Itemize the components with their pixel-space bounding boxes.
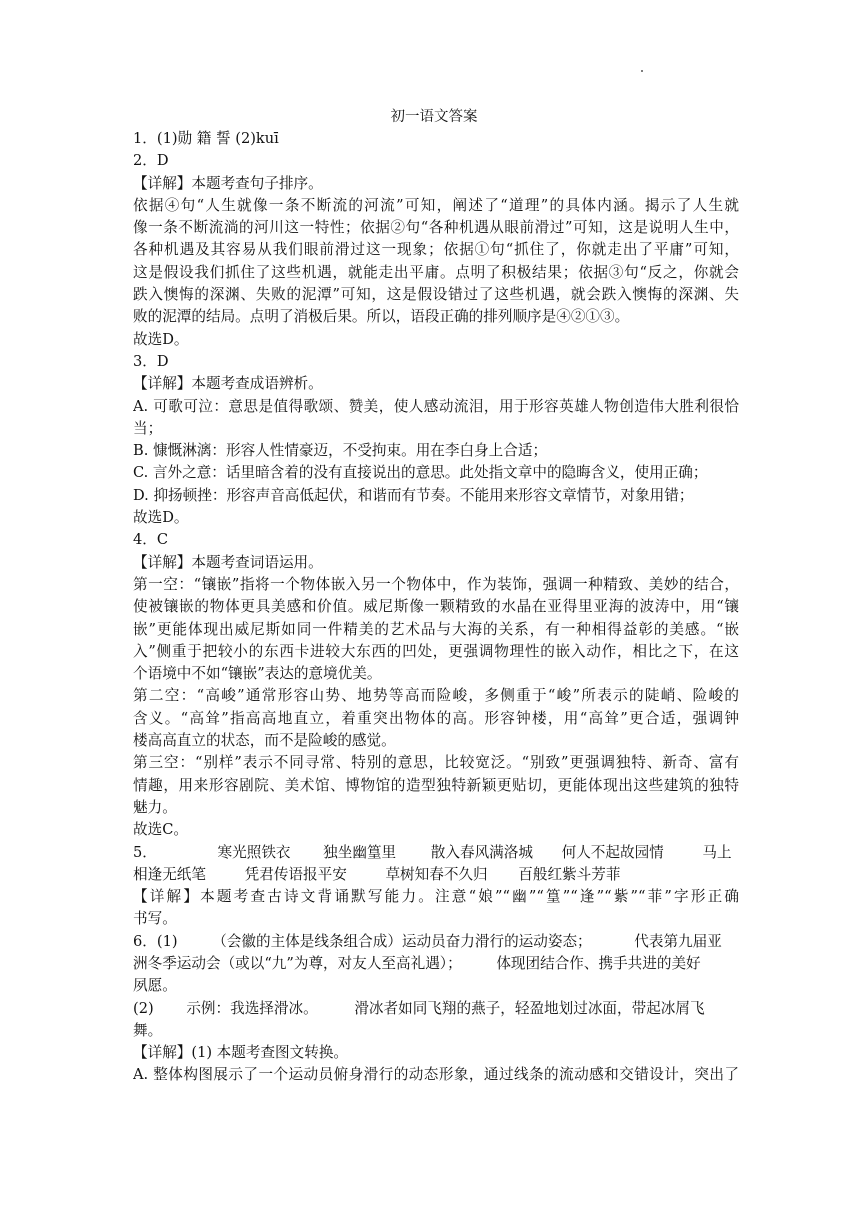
text-line: 情趣，用来形容剧院、美术馆、博物馆的造型独特新颖更贴切，更能体现出这些建筑的独特 xyxy=(133,776,739,794)
text-line: B. 慷慨淋漓：形容人性情豪迈，不受拘束。用在李白身上合适； xyxy=(133,442,548,460)
q5-answer: 百般红紫斗芳菲 xyxy=(518,865,621,883)
q6-answer-part: 示例：我选择滑冰。 xyxy=(186,999,318,1017)
text-line: 依据④句“人生就像一条不断流的河流”可知，阐述了“道理”的具体内涵。揭示了人生就 xyxy=(133,196,739,214)
q6-number: 6．(1) xyxy=(133,932,178,950)
scan-dot xyxy=(641,70,643,72)
text-line: 败的泥潭的结局。点明了消极后果。所以，语段正确的排列顺序是④②①③。 xyxy=(133,308,630,326)
q5-answer: 独坐幽篁里 xyxy=(323,843,397,861)
text-line: 入”侧重于把较小的东西卡进较大东西的凹处，更强调物理性的嵌入动作，相比之下，在这 xyxy=(133,642,739,660)
text-line: 像一条不断流淌的河川这一特性；依据②句“各种机遇从眼前滑过”可知，这是说明人生中， xyxy=(133,219,739,237)
text-line: 使被镶嵌的物体更具美感和价值。威尼斯像一颗精致的水晶在亚得里亚海的波涛中，用“镶 xyxy=(133,598,739,616)
text-line: 夙愿。 xyxy=(133,977,177,995)
text-line: 1．(1)勋 籍 誓 (2)kuī xyxy=(133,130,279,147)
text-line: C. 言外之意：话里暗含着的没有直接说出的意思。此处指文章中的隐晦含义，使用正确； xyxy=(133,464,708,482)
q5-answer: 相逢无纸笔 xyxy=(133,865,206,883)
text-line: 【详解】本题考查词语运用。 xyxy=(133,553,323,571)
text-line: 2．D xyxy=(133,152,169,170)
text-line: 【详解】本题考查成语辨析。 xyxy=(133,375,323,393)
text-line: 故选D。 xyxy=(133,330,189,348)
q6-answer-part: 滑冰者如同飞翔的燕子，轻盈地划过冰面，带起冰屑飞 xyxy=(354,999,705,1017)
q5-answer-line-2 xyxy=(133,864,739,886)
text-line: 书写。 xyxy=(133,910,177,928)
text-line: 跌入懊悔的深渊、失败的泥潭”可知，这是假设错过了这些机遇，就会跌入懊悔的深渊、失 xyxy=(133,286,739,304)
answer-content xyxy=(133,128,739,1087)
text-line: 个语境中不如“镶嵌”表达的意境优美。 xyxy=(133,665,382,683)
text-line: 【详解】(1) 本题考查图文转换。 xyxy=(133,1044,349,1062)
q5-answer: 马上 xyxy=(702,843,732,861)
text-line: 各种机遇及其容易从我们眼前滑过这一现象；依据①句“抓住了，你就走出了平庸”可知， xyxy=(133,241,739,259)
text-line: A. 可歌可泣：意思是值得歌颂、赞美，使人感动流泪，用于形容英雄人物创造伟大胜利很恰 xyxy=(133,397,739,415)
q5-answer: 散入春风满洛城 xyxy=(430,843,533,861)
q5-answer: 凭君传语报平安 xyxy=(244,865,347,883)
text-line: 第三空：“别样”表示不同寻常、特别的意思，比较宽泛。“别致”更强调独特、新奇、富有 xyxy=(133,754,739,772)
text-line: 【详解】本题考查句子排序。 xyxy=(133,174,323,192)
text-line: 舞。 xyxy=(133,1021,163,1039)
q5-answer: 草树知春不久归 xyxy=(385,865,488,883)
text-line: 含义。“高耸”指高高地直立，着重突出物体的高。形容钟楼，用“高耸”更合适，强调钟 xyxy=(133,709,739,727)
text-line: 4．C xyxy=(133,531,169,549)
text-line: D. 抑扬顿挫：形容声音高低起伏，和谐而有节奏。不能用来形容文章情节，对象用错； xyxy=(133,486,694,504)
q6-answer-part: 洲冬季运动会（或以“九”为尊，对友人至高礼遇）； xyxy=(133,954,462,972)
text-line: 第一空：“镶嵌”指将一个物体嵌入另一个物体中，作为装饰，强调一种精致、美妙的结合， xyxy=(133,575,739,593)
q5-answer-line-1 xyxy=(133,842,739,864)
q6-answer-part: 体现团结合作、携手共进的美好 xyxy=(496,954,701,972)
q5-answer: 寒光照铁衣 xyxy=(217,843,291,861)
text-line: 故选D。 xyxy=(133,509,189,527)
q5-number: 5． xyxy=(133,843,157,861)
text-line: 魅力。 xyxy=(133,798,177,816)
page-title: 初一语文答案 xyxy=(390,109,478,125)
q6-line-1 xyxy=(133,931,739,953)
q6-line-2 xyxy=(133,953,739,975)
text-line: 这是假设我们抓住了这些机遇，就能走出平庸。点明了积极结果；依据③句“反之，你就会 xyxy=(133,263,739,281)
text-line: 【详解】本题考查古诗文背诵默写能力。注意“娘”“幽”“篁”“逢”“紫”“菲”字形正确 xyxy=(133,888,739,906)
text-line: 楼高高直立的状态，而不是险峻的感觉。 xyxy=(133,732,396,750)
text-line: A. 整体构图展示了一个运动员俯身滑行的动态形象，通过线条的流动感和交错设计，突出了 xyxy=(133,1066,739,1084)
q6-subnumber: (2) xyxy=(133,999,154,1017)
q6-answer-part: （会徽的主体是线条组合成）运动员奋力滑行的运动姿态； xyxy=(212,932,592,950)
text-line: 嵌”更能体现出威尼斯如同一件精美的艺术品与大海的关系，有一种相得益彰的美感。“嵌 xyxy=(133,620,739,638)
text-line: 3．D xyxy=(133,352,169,370)
q6-line-4 xyxy=(133,998,739,1020)
text-line: 当； xyxy=(133,419,163,437)
text-line: 第二空：“高峻”通常形容山势、地势等高而险峻，多侧重于“峻”所表示的陡峭、险峻的 xyxy=(133,687,739,705)
q6-answer-part: 代表第九届亚 xyxy=(634,932,722,950)
text-line: 故选C。 xyxy=(133,821,188,839)
q5-answer: 何人不起故园情 xyxy=(561,843,664,861)
